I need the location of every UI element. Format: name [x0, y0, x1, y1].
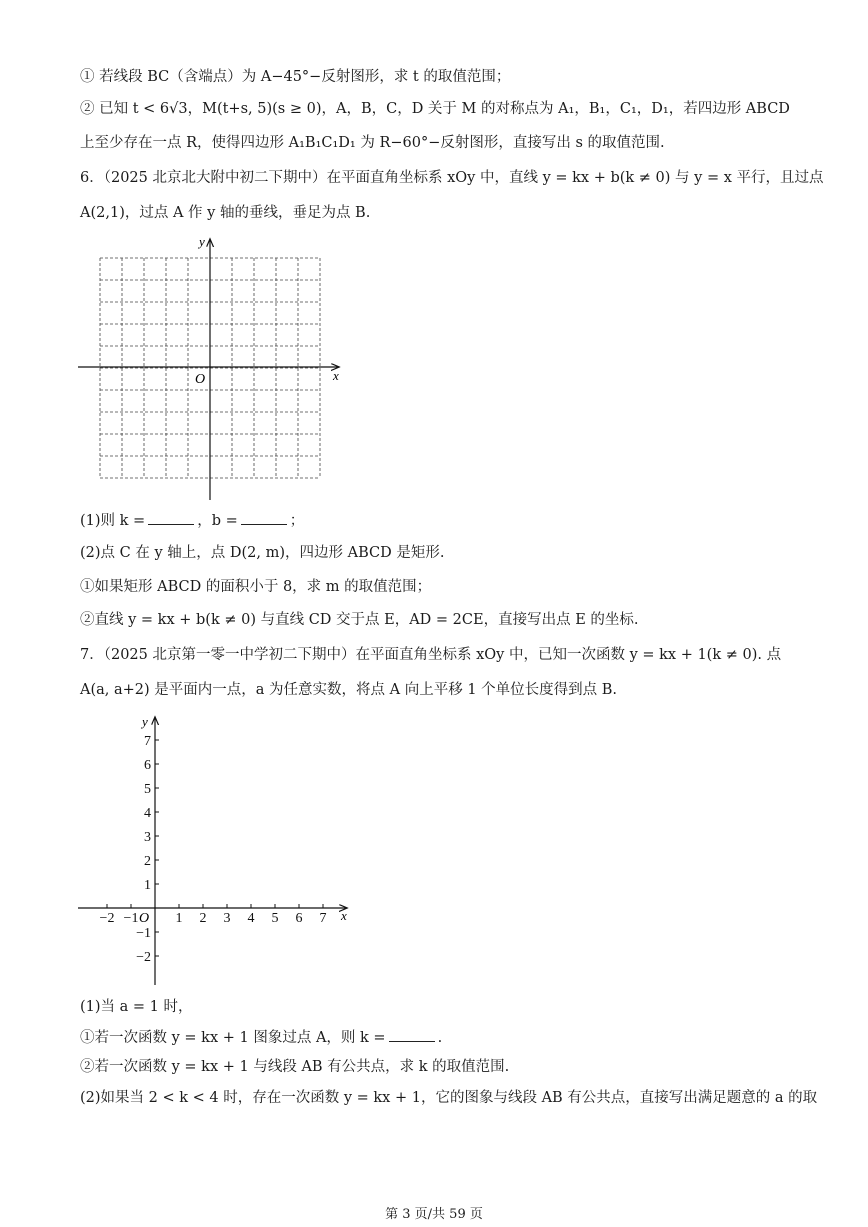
x-tick-label: 3 [223, 911, 231, 926]
q6-sub2-b: ②直线 y = kx + b(k ≠ 0) 与直线 CD 交于点 E，AD = 2CE，直接写出点 E 的坐标. [80, 612, 639, 628]
y-tick-label: 1 [144, 878, 151, 893]
x-tick-label: 6 [295, 911, 303, 926]
q6-sub1-mid: ，b = [197, 513, 238, 529]
x-tick-label: 4 [247, 911, 255, 926]
x-tick-label: 7 [319, 911, 327, 926]
q6-sub1-suffix: ； [289, 513, 305, 529]
q7-stem-line2: A(a, a+2) 是平面内一点，a 为任意实数，将点 A 向上平移 1 个单位长度得到点 B. [80, 682, 618, 698]
q7-sub1-a-prefix: ①若一次函数 y = kx + 1 图象过点 A，则 k = [80, 1030, 386, 1046]
q7-sub2: (2)如果当 2 < k < 4 时，存在一次函数 y = kx + 1，它的图象与线段 AB 有公共点，直接写出满足题意的 a 的取 [80, 1090, 818, 1106]
q7-sub1-a-suffix: . [437, 1030, 443, 1046]
q5-part1-text: ① 若线段 BC（含端点）为 A−45°−反射图形，求 t 的取值范围； [80, 69, 511, 85]
x-tick-label: 5 [271, 911, 279, 926]
q5-part2-text-cont: 上至少存在一点 R，使得四边形 A₁B₁C₁D₁ 为 R−60°−反射图形，直接写出 s 的取值范围. [80, 135, 665, 151]
y-tick-label: 6 [144, 758, 151, 773]
answer-blank-k [148, 510, 194, 525]
y-tick-label: 2 [144, 854, 151, 869]
answer-blank-b [241, 510, 287, 525]
answer-blank-k2 [389, 1027, 435, 1042]
x-tick-label: −2 [99, 911, 115, 926]
q7-sub1: (1)当 a = 1 时， [80, 999, 193, 1015]
x-tick-label: 2 [199, 911, 207, 926]
q7-sub1-b: ②若一次函数 y = kx + 1 与线段 AB 有公共点，求 k 的取值范围. [80, 1059, 510, 1075]
y-tick-label: −1 [136, 926, 151, 941]
y-tick-label: 4 [144, 806, 151, 821]
q6-sub1-prefix: (1)则 k = [80, 513, 146, 529]
q6-sub2: (2)点 C 在 y 轴上，点 D(2, m)，四边形 ABCD 是矩形. [80, 545, 445, 561]
page-footer: 第 3 页/共 59 页 [385, 1207, 483, 1222]
x-tick-label: −1 [123, 911, 139, 926]
q6-sub2-a: ①如果矩形 ABCD 的面积小于 8，求 m 的取值范围； [80, 579, 432, 595]
q5-part2-text: ② 已知 t < 6√3，M(t+s, 5)(s ≥ 0)，A，B，C，D 关于 M 的对称点为 A₁，B₁，C₁，D₁，若四边形 ABCD [80, 101, 790, 117]
q7-origin-label: O [139, 911, 150, 926]
y-tick-label: 3 [144, 830, 151, 845]
y-tick-label: −2 [136, 950, 151, 965]
q6-stem-line1: 6．（2025 北京北大附中初二下期中）在平面直角坐标系 xOy 中，直线 y = kx + b(k ≠ 0) 与 y = x 平行，且过点 [80, 170, 824, 186]
q6-y-label: y [199, 234, 205, 249]
y-tick-label: 7 [144, 734, 151, 749]
q7-sub1-a [80, 1027, 442, 1048]
q6-origin-label: O [195, 372, 206, 387]
q6-sub1 [80, 510, 304, 531]
y-tick-label: 5 [144, 782, 151, 797]
q7-x-label: x [341, 908, 347, 923]
q6-stem-line2: A(2,1)，过点 A 作 y 轴的垂线，垂足为点 B. [80, 205, 371, 221]
q7-stem-line1: 7．（2025 北京第一零一中学初二下期中）在平面直角坐标系 xOy 中，已知一次函数 y = kx + 1(k ≠ 0). 点 [80, 647, 782, 663]
q6-x-label: x [333, 368, 339, 383]
x-tick-label: 1 [175, 911, 183, 926]
q7-y-label: y [142, 714, 148, 729]
